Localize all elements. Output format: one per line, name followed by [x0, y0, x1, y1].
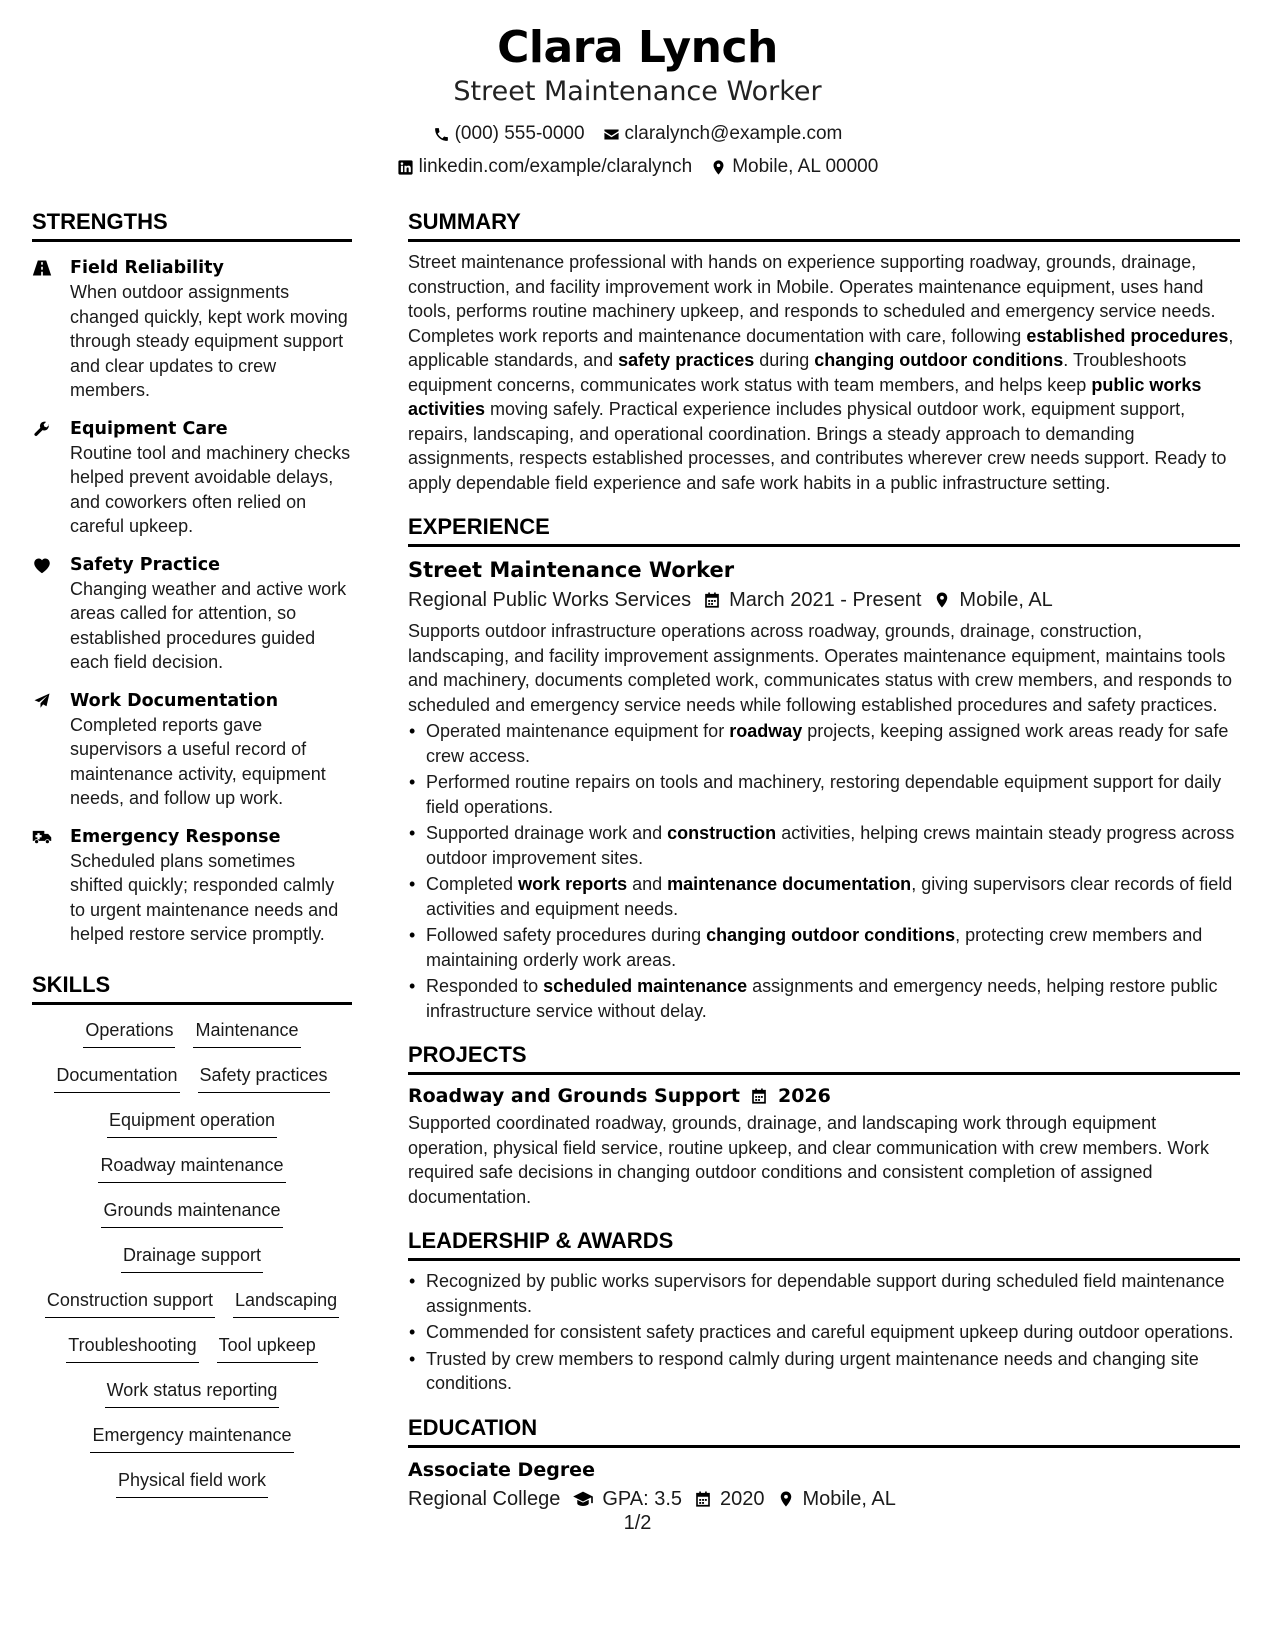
experience-heading: EXPERIENCE	[408, 513, 1240, 547]
linkedin-text[interactable]: linkedin.com/example/claralynch	[418, 156, 693, 177]
skill-row	[32, 1242, 352, 1287]
skill-tag: Grounds maintenance	[101, 1197, 282, 1228]
leadership-section	[408, 1227, 1240, 1396]
candidate-title: Street Maintenance Worker	[453, 76, 822, 107]
list-item: • Responded to scheduled maintenance assignments and emergency needs, helping restore public infrastructure service without delay.	[408, 974, 1240, 1023]
education-heading: EDUCATION	[408, 1414, 1240, 1448]
skill-tag: Emergency maintenance	[90, 1422, 293, 1453]
bold-text: scheduled maintenance	[543, 976, 748, 996]
left-column	[32, 208, 352, 1512]
strength-title: Field Reliability	[70, 258, 224, 278]
skill-row	[32, 1422, 352, 1467]
heart-icon	[32, 553, 70, 675]
skill-tag: Construction support	[45, 1287, 215, 1318]
summary-section	[408, 208, 1240, 495]
skill-tag: Operations	[83, 1017, 175, 1048]
education-location-text: Mobile, AL	[802, 1487, 896, 1510]
resume-header	[0, 22, 1275, 179]
skill-tag: Landscaping	[233, 1287, 339, 1318]
strength-desc: Routine tool and machinery checks helped prevent avoidable delays, and coworkers often relied on careful upkeep.	[70, 442, 351, 536]
gpa-text: GPA: 3.5	[602, 1487, 682, 1510]
education-section	[408, 1414, 1240, 1514]
project-header	[408, 1083, 1240, 1109]
skill-row	[32, 1152, 352, 1197]
list-item: • Followed safety procedures during changing outdoor conditions, protecting crew members and maintaining orderly work areas.	[408, 923, 1240, 972]
job-title: Street Maintenance Worker	[408, 558, 735, 582]
skill-tag: Drainage support	[121, 1242, 263, 1273]
strength-title: Work Documentation	[70, 690, 279, 711]
bold-text: established procedures	[1026, 325, 1229, 346]
education-meta	[408, 1484, 1240, 1514]
calendar-icon	[750, 1087, 768, 1105]
linkedin-contact[interactable]	[397, 155, 693, 179]
project-year: 2026	[777, 1085, 831, 1107]
company-name: Regional Public Works Services	[408, 589, 692, 611]
leadership-heading: LEADERSHIP & AWARDS	[408, 1227, 1240, 1261]
education-location	[777, 1484, 896, 1514]
linkedin-icon	[397, 159, 414, 176]
summary-text: Street maintenance professional with hands on experience supporting roadway, grounds, drainage, construction, and facility improvement work in Mobile. Operates maintenance equipment, uses hand tools, performs routine machinery upkeep, and responds to scheduled and emergency service needs. Completes work reports and maintenance documentation with care, following established procedures, applicable standards, and safety practices during changing outdoor conditions. Troubleshoots equipment concerns, communicates work status with team members, and helps keep public works activities moving safely. Practical experience includes physical outdoor work, equipment support, repairs, landscaping, and operational coordination. Brings a steady approach to demanding assignments, respects established processes, and contributes wherever crew needs support. Ready to apply dependable field experience and safe work habits in a public infrastructure setting.	[408, 252, 1234, 493]
bold-text: safety practices	[618, 350, 755, 370]
calendar-icon	[703, 591, 721, 609]
education-year	[694, 1484, 765, 1514]
job-location-text: Mobile, AL	[959, 589, 1053, 611]
projects-section	[408, 1041, 1240, 1209]
bold-text: construction	[667, 823, 777, 843]
list-item: • Recognized by public works supervisors for dependable support during scheduled field maintenance assignments.	[408, 1269, 1240, 1318]
right-column	[408, 208, 1240, 1514]
skill-tag: Safety practices	[198, 1062, 330, 1093]
skill-tag: Documentation	[54, 1062, 179, 1093]
strengths-heading: STRENGTHS	[32, 208, 352, 242]
project-name: Roadway and Grounds Support	[408, 1085, 740, 1107]
phone-icon	[433, 126, 450, 143]
skill-tag: Maintenance	[193, 1017, 300, 1048]
map-pin-icon	[710, 159, 727, 176]
project-description: Supported coordinated roadway, grounds, drainage, and landscaping work through equipment operation, physical field service, routine upkeep, and clear communication with crew members. Work required safe decisions in changing outdoor conditions and consistent completion of assigned documentation.	[408, 1113, 1210, 1207]
strength-item	[32, 689, 352, 811]
experience-section	[408, 513, 1240, 1023]
skill-row	[32, 1377, 352, 1422]
skill-row	[32, 1287, 352, 1332]
strength-title: Emergency Response	[70, 826, 281, 847]
strength-item	[32, 256, 352, 403]
skill-row	[32, 1197, 352, 1242]
strength-item	[32, 553, 352, 675]
strength-title: Equipment Care	[70, 418, 228, 439]
strength-item	[32, 825, 352, 947]
contact-row-2	[0, 155, 1275, 179]
road-icon	[32, 256, 70, 403]
location-text: Mobile, AL 00000	[732, 156, 879, 177]
job-dates-text: March 2021 - Present	[729, 589, 922, 611]
skill-row	[32, 1332, 352, 1377]
page-number: 1/2	[623, 1512, 652, 1534]
paper-plane-icon	[32, 689, 70, 811]
skill-row	[32, 1017, 352, 1062]
leadership-bullets	[408, 1269, 1240, 1396]
strength-desc: Scheduled plans sometimes shifted quickly; responded calmly to urgent maintenance needs and helped restore service promptly.	[70, 850, 339, 944]
contact-row-1	[0, 122, 1275, 146]
job-location	[933, 585, 1052, 615]
education-year-text: 2020	[720, 1487, 765, 1510]
skills-list	[32, 1017, 352, 1512]
strength-desc: Changing weather and active work areas called for attention, so established procedures guided each field decision.	[70, 578, 347, 672]
skill-row	[32, 1107, 352, 1152]
strength-desc: Completed reports gave supervisors a useful record of maintenance activity, equipment needs, and follow up work.	[70, 714, 326, 808]
skill-tag: Troubleshooting	[66, 1332, 198, 1363]
bold-text: roadway	[729, 721, 803, 741]
skill-tag: Tool upkeep	[217, 1332, 318, 1363]
strength-desc: When outdoor assignments changed quickly, kept work moving through steady equipment support and clear updates to crew members.	[70, 282, 348, 400]
envelope-icon	[603, 126, 620, 143]
skill-row	[32, 1467, 352, 1512]
list-item: • Operated maintenance equipment for roadway projects, keeping assigned work areas ready for safe crew access.	[408, 719, 1240, 768]
summary-heading: SUMMARY	[408, 208, 1240, 242]
job-description: Supports outdoor infrastructure operations across roadway, grounds, drainage, construction, landscaping, and facility improvement assignments. Operates maintenance equipment, maintains tools and machinery, documents completed work, communicates status with crew members, and responds to scheduled and emergency service needs while following established procedures and safety practices.	[408, 621, 1233, 715]
job-bullets	[408, 719, 1240, 1023]
list-item: • Performed routine repairs on tools and machinery, restoring dependable equipment support for daily field operations.	[408, 770, 1240, 819]
skill-tag: Roadway maintenance	[98, 1152, 285, 1183]
email-contact[interactable]	[603, 122, 843, 146]
list-item: • Completed work reports and maintenance documentation, giving supervisors clear records of field activities and equipment needs.	[408, 872, 1240, 921]
job-meta	[408, 585, 1240, 615]
candidate-name: Clara Lynch	[497, 22, 778, 73]
strength-item	[32, 417, 352, 539]
school-name: Regional College	[408, 1487, 561, 1510]
job-dates	[703, 585, 921, 615]
skill-tag: Equipment operation	[107, 1107, 277, 1138]
ambulance-icon	[32, 825, 70, 947]
bold-text: changing outdoor conditions	[706, 925, 956, 945]
list-item: • Trusted by crew members to respond calmly during urgent maintenance needs and changing site conditions.	[408, 1347, 1240, 1396]
list-item: • Supported drainage work and construction activities, helping crews maintain steady progress across outdoor improvement sites.	[408, 821, 1240, 870]
map-pin-icon	[777, 1490, 795, 1508]
email-text[interactable]: claralynch@example.com	[624, 123, 843, 144]
list-item: • Commended for consistent safety practices and careful equipment upkeep during outdoor operations.	[408, 1320, 1240, 1345]
education-gpa	[572, 1484, 682, 1514]
phone-text: (000) 555-0000	[454, 123, 585, 144]
phone-contact	[433, 122, 585, 146]
strength-title: Safety Practice	[70, 554, 221, 575]
wrench-icon	[32, 417, 70, 539]
skill-tag: Work status reporting	[105, 1377, 280, 1408]
bold-text: changing outdoor conditions	[814, 350, 1064, 370]
education-degree: Associate Degree	[408, 1458, 595, 1481]
skill-tag: Physical field work	[116, 1467, 268, 1498]
skills-heading: SKILLS	[32, 971, 352, 1005]
skill-row	[32, 1062, 352, 1107]
projects-heading: PROJECTS	[408, 1041, 1240, 1075]
map-pin-icon	[933, 591, 951, 609]
graduation-cap-icon	[572, 1490, 594, 1508]
bold-text: work reports	[518, 874, 628, 894]
bold-text: maintenance documentation	[667, 874, 912, 894]
bold-text: public works activities	[408, 374, 1202, 419]
location-contact	[710, 155, 878, 179]
calendar-icon	[694, 1490, 712, 1508]
